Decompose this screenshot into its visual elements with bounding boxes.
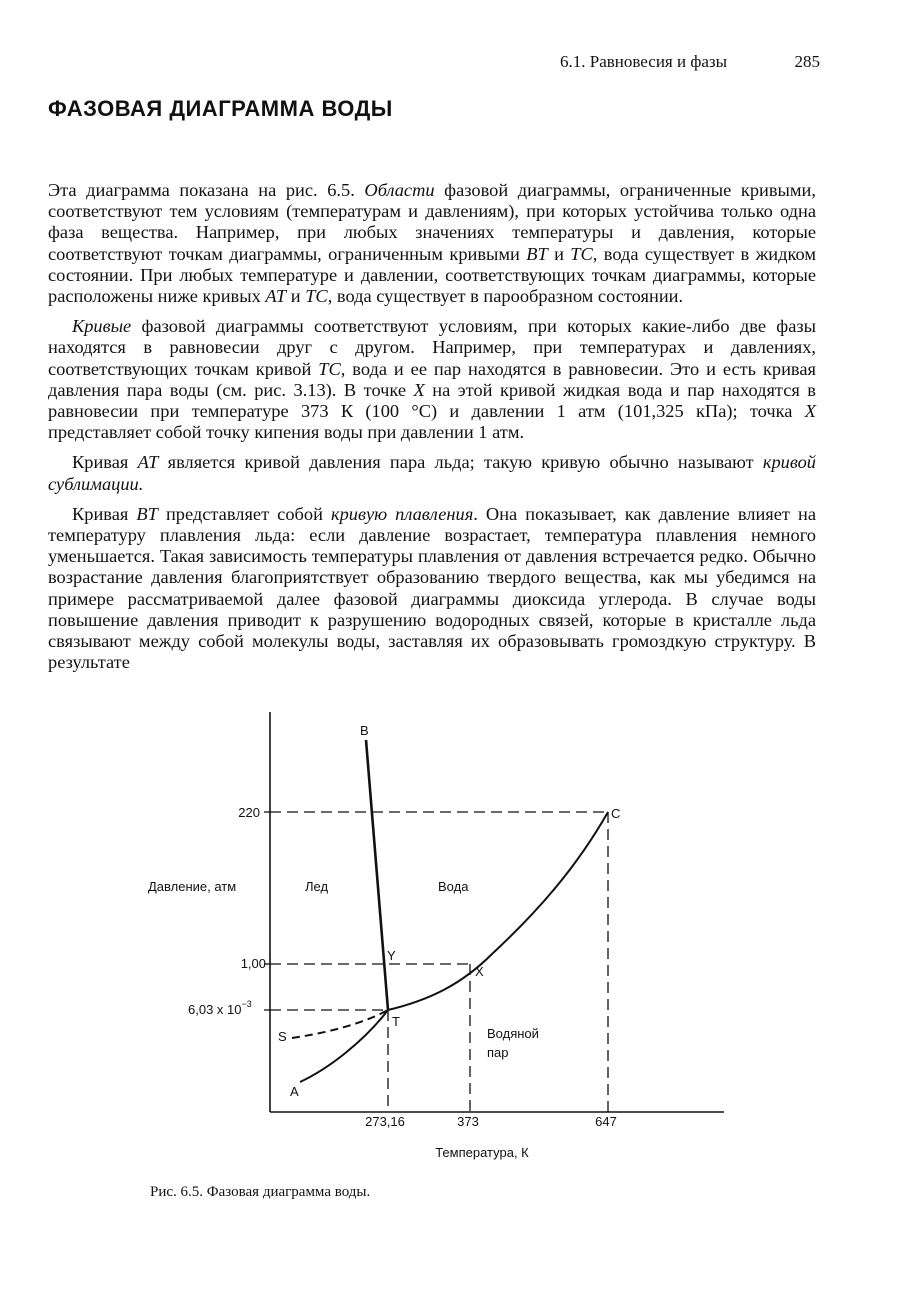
page-number: 285	[794, 52, 820, 71]
italic-run: X	[413, 379, 425, 400]
curve-at-sublimation	[300, 1010, 388, 1082]
italic-run: Области	[364, 180, 435, 200]
running-head	[560, 52, 820, 72]
italic-run: Кривые	[72, 316, 132, 337]
label-s: S	[278, 1029, 287, 1044]
x-tick-373: 373	[457, 1114, 479, 1129]
italic-run: TC	[318, 358, 341, 379]
text-run: , вода существует в парообразном состоянии.	[327, 286, 684, 307]
y-axis-label: Давление, атм	[148, 879, 237, 894]
curve-tc-vapor	[388, 812, 608, 1010]
text-run: на этой кривой жидкая вода и пар находятся в равновесии при температуре 373 К (100 °С) и давлении 1 атм (101,325 кПа); точка	[48, 379, 816, 422]
region-ice: Лед	[305, 879, 329, 894]
region-vapor-line1: Водяной	[487, 1026, 539, 1041]
region-vapor-line2: пар	[487, 1045, 509, 1060]
x-axis-label: Температура, К	[435, 1145, 529, 1160]
figure-caption: Рис. 6.5. Фазовая диаграмма воды.	[150, 1184, 371, 1200]
page-title: ФАЗОВАЯ ДИАГРАММА ВОДЫ	[48, 96, 393, 121]
italic-run: кривую плавления	[330, 503, 474, 524]
italic-run: кривой сублимации.	[48, 452, 816, 494]
curve-bt-melting	[366, 740, 388, 1010]
label-t: T	[392, 1014, 400, 1029]
paragraph	[48, 316, 816, 443]
text-run: фазовой диаграммы, ограниченные кривыми, соответствуют тем условиям (температурам и давлениям), при которых устойчива только одна фаза вещества. Например, при любых значениях температуры и давления, которые соответствуют точкам диаграммы, ограниченным кривыми	[48, 180, 816, 264]
curve-st-supercooled	[292, 1010, 388, 1038]
text-run: Эта диаграмма показана на рис. 6.5.	[48, 180, 365, 200]
paragraph	[48, 180, 816, 307]
italic-run: BT	[136, 503, 158, 524]
italic-run: X	[804, 401, 816, 422]
text-run: представляет собой точку кипения воды при давлении 1 атм.	[48, 422, 525, 443]
y-tick-triple	[188, 999, 252, 1017]
italic-run: TC	[570, 243, 593, 264]
x-tick-273: 273,16	[365, 1114, 405, 1129]
text-run: , вода и ее пар находятся в равновесии. Это и есть кривая давления пара воды (см. рис. 3.13). В точке	[48, 358, 816, 400]
text-run: , вода существует в жидком состоянии. При любых температуре и давлении, соответствующих точкам диаграммы, которые расположены ниже кривых	[48, 243, 816, 307]
italic-run: BT	[526, 243, 548, 264]
y-tick-triple-exponent: −3	[241, 999, 252, 1009]
italic-run: AT	[137, 452, 159, 473]
body-text	[48, 180, 816, 682]
text-run: Кривая	[72, 503, 137, 524]
text-run: фазовой диаграммы соответствуют условиям, при которых какие-либо две фазы находятся в равновесии друг с другом. Например, при температурах и давлениях, соответствующих точкам кривой	[48, 316, 816, 379]
label-x: X	[475, 964, 484, 979]
x-tick-647: 647	[595, 1114, 617, 1129]
text-run: представляет собой	[157, 503, 331, 524]
label-y: Y	[387, 948, 396, 963]
text-run: и	[547, 243, 571, 264]
label-c: C	[611, 806, 621, 821]
paragraph	[48, 452, 816, 494]
section-title: 6.1. Равновесия и фазы	[560, 52, 728, 71]
label-b: B	[360, 723, 369, 738]
text-run: . Она показывает, как давление влияет на температуру плавления льда: если давление возрастает, температура плавления немного уменьшается. Такая зависимость температуры плавления от давления встречается редко. Обычно возрастание давления благоприятствует образованию твердого вещества, как мы убедимся на примере рассматриваемой далее фазовой диаграммы диоксида углерода. В случае воды повышение давления приводит к разрушению водородных связей, которые в кристалле льда связывают между собой молекулы воды, заставляя их образовывать громоздкую структуру. В результате	[48, 503, 816, 673]
text-run: и	[286, 286, 306, 307]
label-a: A	[290, 1084, 299, 1099]
italic-run: AT	[265, 286, 287, 307]
y-tick-220: 220	[238, 805, 260, 820]
phase-diagram	[0, 700, 897, 1180]
region-water: Вода	[438, 879, 469, 894]
y-tick-1: 1,00	[240, 956, 266, 971]
italic-run: TC	[305, 286, 328, 307]
paragraph	[48, 504, 816, 674]
text-run: Кривая	[72, 452, 138, 473]
text-run: является кривой давления пара льда; такую кривую обычно называют	[158, 452, 763, 473]
y-tick-triple-base: 6,03 x 10	[188, 1002, 242, 1017]
